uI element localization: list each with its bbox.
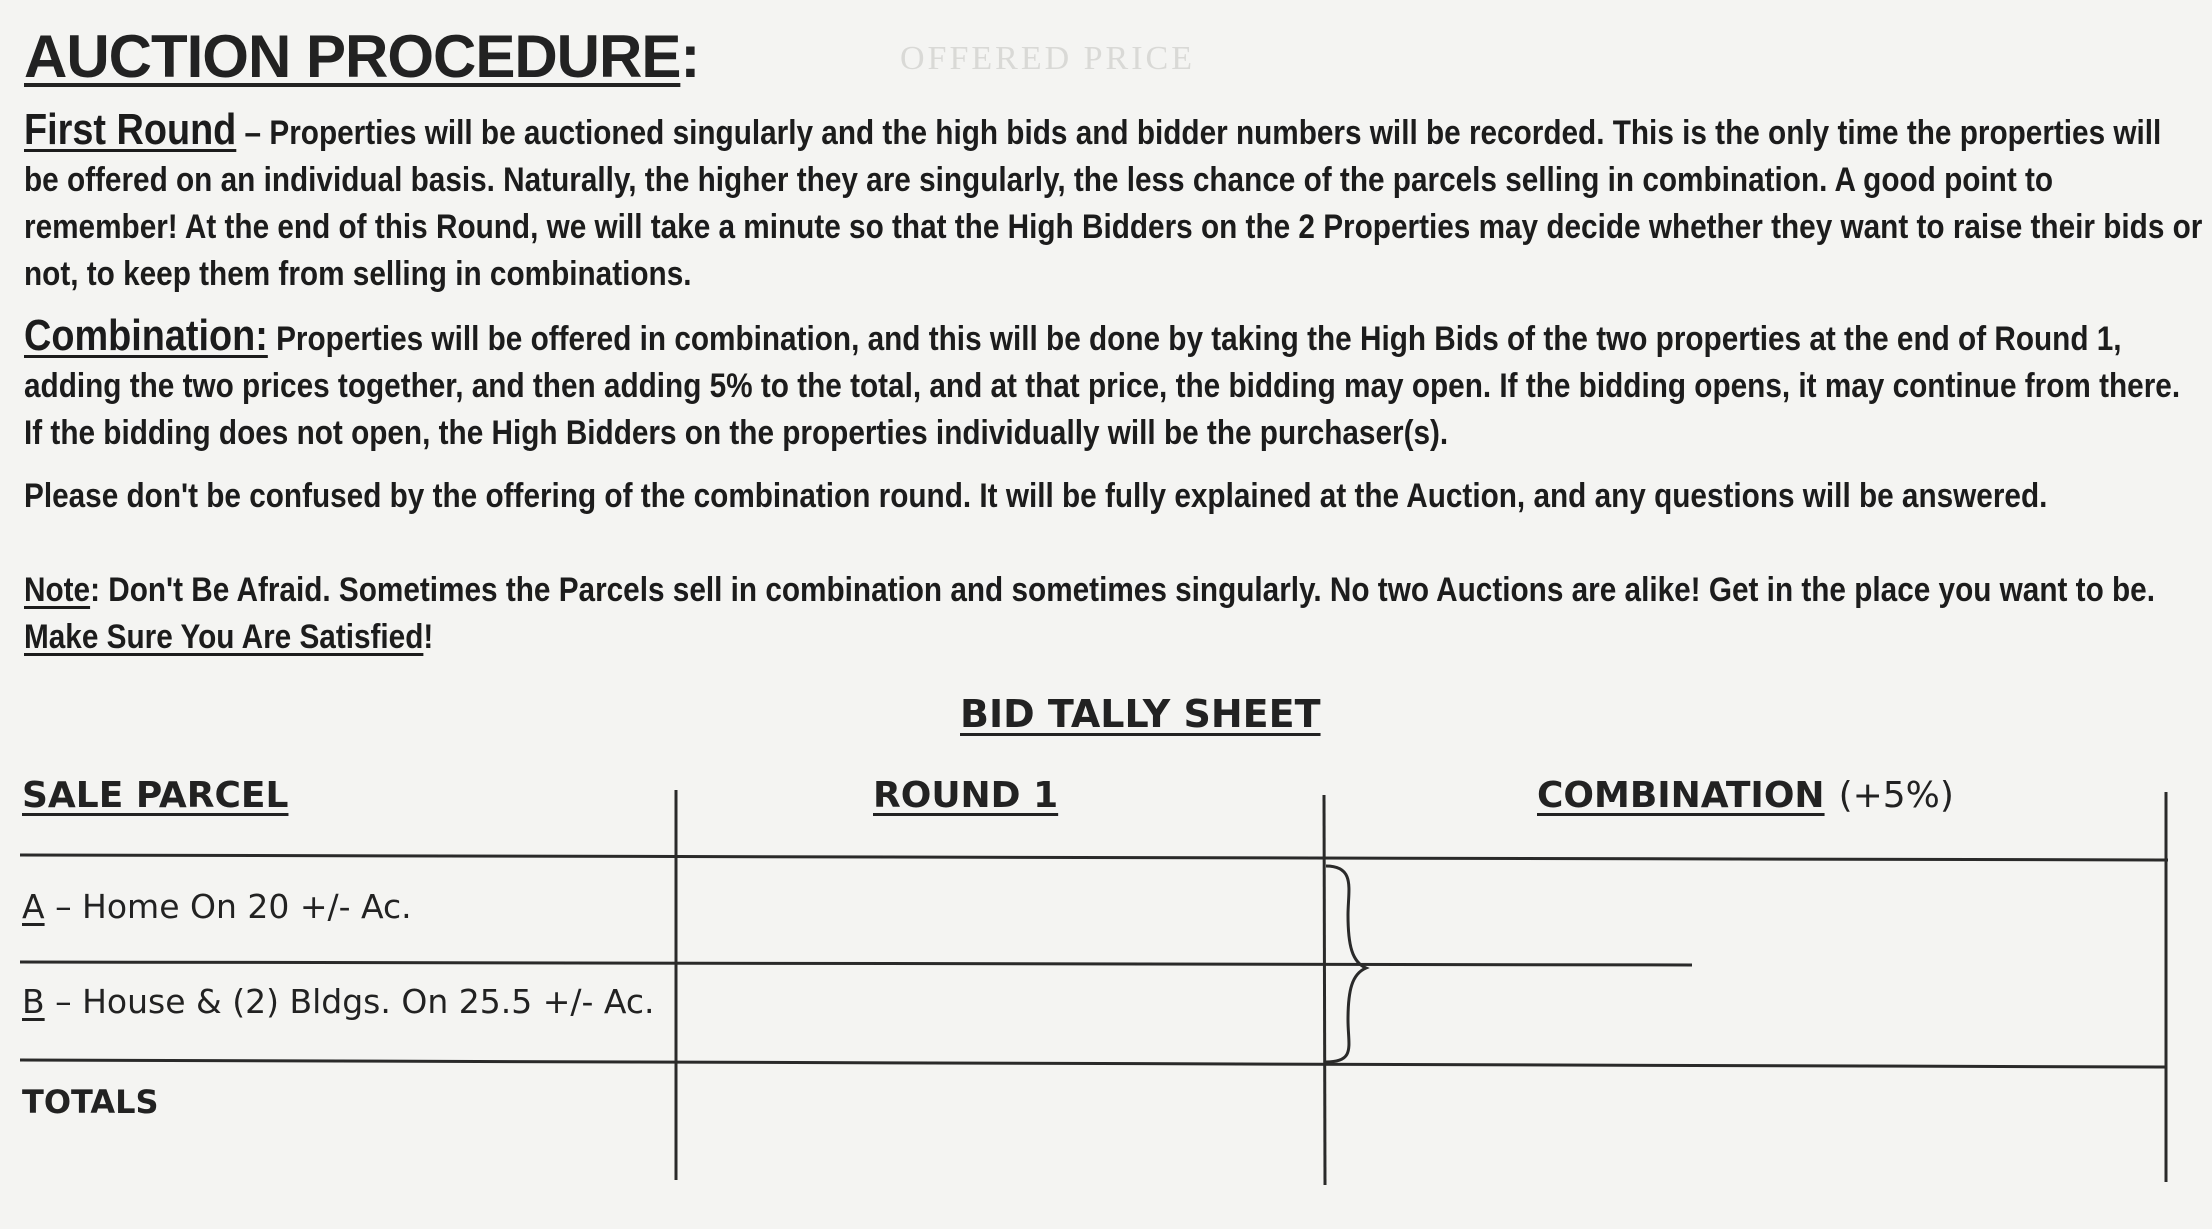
combination-label: Combination: [24, 311, 268, 360]
bleed-through-heading: OFFERED PRICE [900, 40, 1195, 77]
grid-line-row-a [20, 962, 1692, 965]
parcel-description: – House & (2) Bldgs. On 25.5 +/- Ac. [44, 982, 655, 1021]
sale-parcel-header: SALE PARCEL [22, 775, 289, 816]
round1-header: ROUND 1 [873, 775, 1059, 816]
totals-label: TOTALS [22, 1083, 159, 1121]
explanation-paragraph: Please don't be confused by the offering of the combination round. It will be fully explained at the Auction, and any questions will be answered. [24, 477, 2048, 515]
combination-header: COMBINATION (+5%) [1537, 775, 1954, 816]
first-round-text: Properties will be auctioned singularly and the high bids and bidder numbers will be recorded. This is the only time the properties will be offered on an individual basis. Naturally, the higher they are singularly, the less chance of the parcels selling in combination. A good point to remember! At the end of this Round, we will take a minute so that the High Bidders on the 2 Properties may decide whether they want to raise their bids or not, to keep them from selling in combinations. [24, 114, 2203, 293]
combination-text: Properties will be offered in combination, and this will be done by taking the High Bids of the two properties at the end of Round 1, adding the two prices together, and then adding 5% to the total, and at that price, the bidding may open. If the bidding opens, it may continue from there. If the bidding does not open, the High Bidders on the properties individually will be the purchaser(s). [24, 320, 2181, 452]
parcel-letter: A [22, 887, 45, 926]
first-round-label: First Round [24, 105, 237, 154]
page-title: AUCTION PROCEDURE: [24, 23, 700, 90]
note-text: Don't Be Afraid. Sometimes the Parcels sell in combination and sometimes singularly. No two Auctions are alike! Get in the place you want to be. [99, 571, 2155, 609]
grid-col-divider-2 [1324, 795, 1325, 1185]
first-round-paragraph: First Round – Properties will be auctioned singularly and the high bids and bidder numbers will be recorded. This is the only time the properties will be offered on an individual basis. Naturally, the higher they are singularly, the less chance of the parcels selling in combination. A good point to remember! At the end of this Round, we will take a minute so that the High Bidders on the 2 Properties may decide whether they want to raise their bids or not, to keep them from selling in combinations. [24, 105, 2203, 293]
grid-line-row-b [20, 1060, 2166, 1067]
note-emphasis: Make Sure You Are Satisfied [24, 618, 424, 656]
parcel-letter: B [22, 982, 45, 1021]
note-label: Note [24, 571, 91, 609]
note-paragraph: Note: Don't Be Afraid. Sometimes the Parcels sell in combination and sometimes singularly. No two Auctions are alike! Get in the place you want to be. Make Sure You Are Satisfied! [24, 571, 2155, 656]
bid-tally-sheet-title: BID TALLY SHEET [960, 692, 1321, 736]
parcel-description: – Home On 20 +/- Ac. [44, 887, 412, 926]
grid-line-header [20, 855, 2168, 860]
